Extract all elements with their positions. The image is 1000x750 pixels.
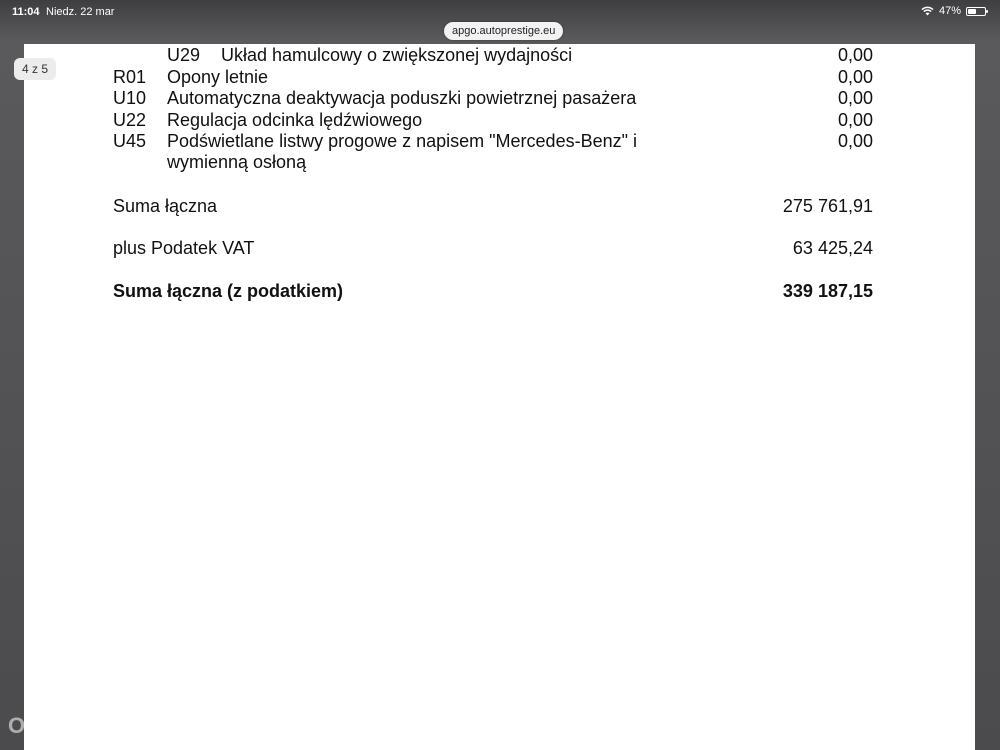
battery-icon [966,7,986,16]
item-code: U22 [113,110,147,130]
subtotal-value: 275 761,91 [782,196,873,216]
gross-total-value: 339 187,15 [782,281,873,301]
item-code: U29 [167,45,201,65]
item-description: Podświetlane listwy progowe z napisem "Mercedes-Benz" i wymienną osłoną [167,131,637,172]
item-code: R01 [113,67,147,87]
vat-value: 63 425,24 [792,238,873,258]
item-description: Układ hamulcowy o zwiększonej wydajności [221,45,573,65]
subtotal-label: Suma łączna [113,196,218,216]
item-code: U10 [113,88,147,108]
item-value: 0,00 [837,88,873,108]
status-right [921,5,986,17]
gross-total-label: Suma łączna (z podatkiem) [113,281,344,301]
battery-percent: 47% [938,5,961,17]
vat-label: plus Podatek VAT [113,238,255,258]
url-bar[interactable]: apgo.autoprestige.eu [444,22,563,40]
item-description: Regulacja odcinka lędźwiowego [167,110,423,130]
document-page [24,44,975,750]
battery-fill [968,9,976,14]
item-description: Automatyczna deaktywacja poduszki powietrznej pasażera [167,88,637,108]
page-counter: 4 z 5 [14,58,56,80]
status-time: 11:04 [12,6,40,18]
item-value: 0,00 [837,131,873,151]
wifi-icon [921,6,934,16]
item-code: U45 [113,131,147,151]
otomoto-logo-icon [6,710,156,740]
watermark-logo [6,710,156,746]
item-value: 0,00 [837,110,873,130]
status-date: Niedz. 22 mar [46,6,115,18]
status-bar [0,0,1000,24]
item-value: 0,00 [837,67,873,87]
svg-text:OTOMOTO: OTOMOTO [8,713,135,738]
item-value: 0,00 [837,45,873,65]
item-description: Opony letnie [167,67,269,87]
